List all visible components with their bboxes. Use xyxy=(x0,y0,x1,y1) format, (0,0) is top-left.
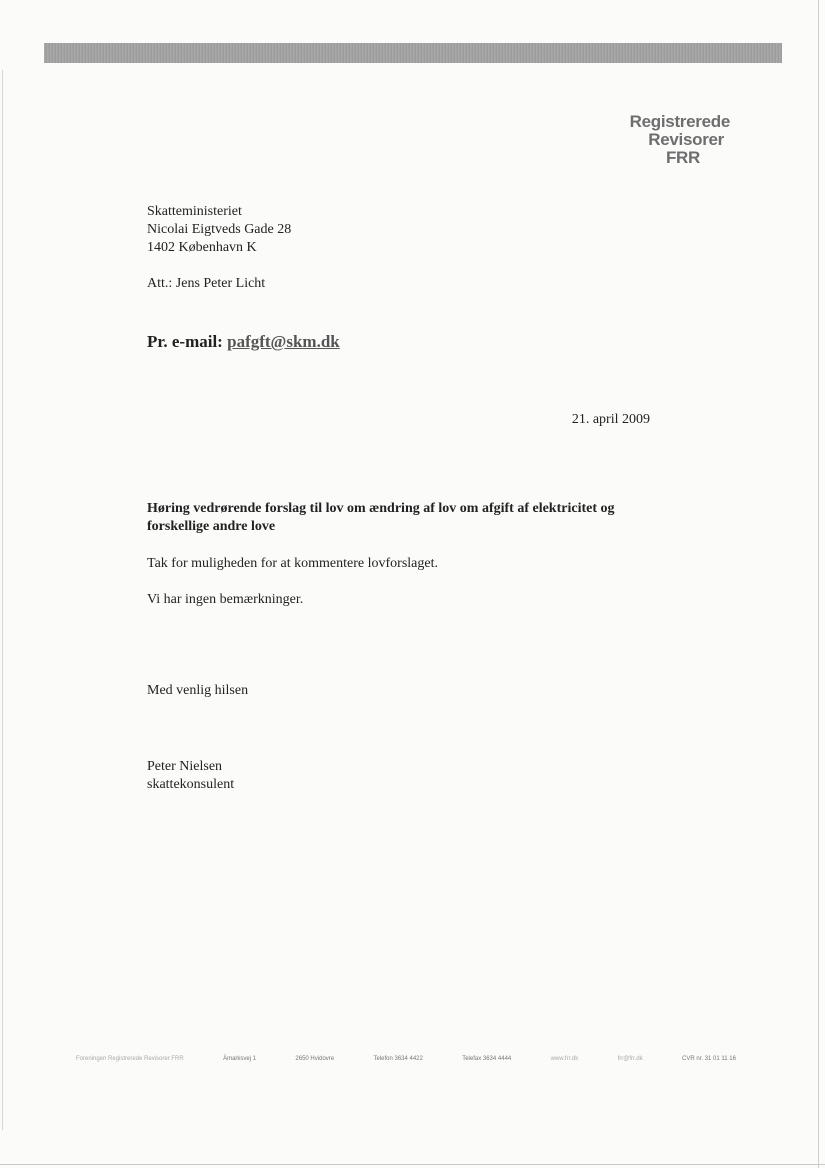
letter-date: 21. april 2009 xyxy=(571,412,650,427)
delivery-line xyxy=(147,332,340,352)
signer-name: Peter Nielsen xyxy=(147,759,223,774)
signature-block xyxy=(147,758,234,794)
recipient-city: 1402 København K xyxy=(147,240,257,255)
footer-web: www.frr.dk xyxy=(550,1056,579,1062)
delivery-label: Pr. e-mail: xyxy=(147,332,223,351)
footer-city: 2650 Hvidovre xyxy=(295,1056,335,1062)
footer-fax: Telefax 3634 4444 xyxy=(462,1056,512,1062)
footer-mail: frr@frr.dk xyxy=(617,1056,643,1062)
footer-street: Ämarksvej 1 xyxy=(223,1056,257,1062)
body-paragraph-1: Tak for muligheden for at kommentere lovforslaget. xyxy=(147,556,438,571)
footer-phone: Telefon 3634 4422 xyxy=(373,1056,423,1062)
footer-cvr: CVR nr. 31 01 11 16 xyxy=(682,1056,736,1062)
signer-title: skattekonsulent xyxy=(147,777,235,792)
frr-logo xyxy=(630,113,730,167)
attention-line: Att.: Jens Peter Licht xyxy=(147,276,266,291)
body-paragraph-2: Vi har ingen bemærkninger. xyxy=(147,592,304,607)
footer-org: Foreningen Registrerede Revisorer FRR xyxy=(76,1056,184,1062)
logo-line-2: Revisorer xyxy=(648,130,724,149)
email-address: pafgft@skm.dk xyxy=(227,332,340,351)
letter-footer xyxy=(76,1056,736,1062)
header-bar xyxy=(44,43,782,63)
letter-subject: Høring vedrørende forslag til lov om ændring af lov om afgift af elektricitet og forskellige andre love xyxy=(147,501,615,534)
closing-greeting: Med venlig hilsen xyxy=(147,683,249,698)
recipient-address xyxy=(147,203,291,257)
scan-edge-bottom xyxy=(0,1164,825,1165)
scan-edge-right xyxy=(818,0,819,1168)
scan-edge-left xyxy=(2,70,3,1130)
logo-line-3: FRR xyxy=(665,148,700,167)
logo-line-1: Registrerede xyxy=(629,112,730,131)
recipient-street: Nicolai Eigtveds Gade 28 xyxy=(147,222,292,237)
recipient-name: Skatteministeriet xyxy=(147,204,242,219)
